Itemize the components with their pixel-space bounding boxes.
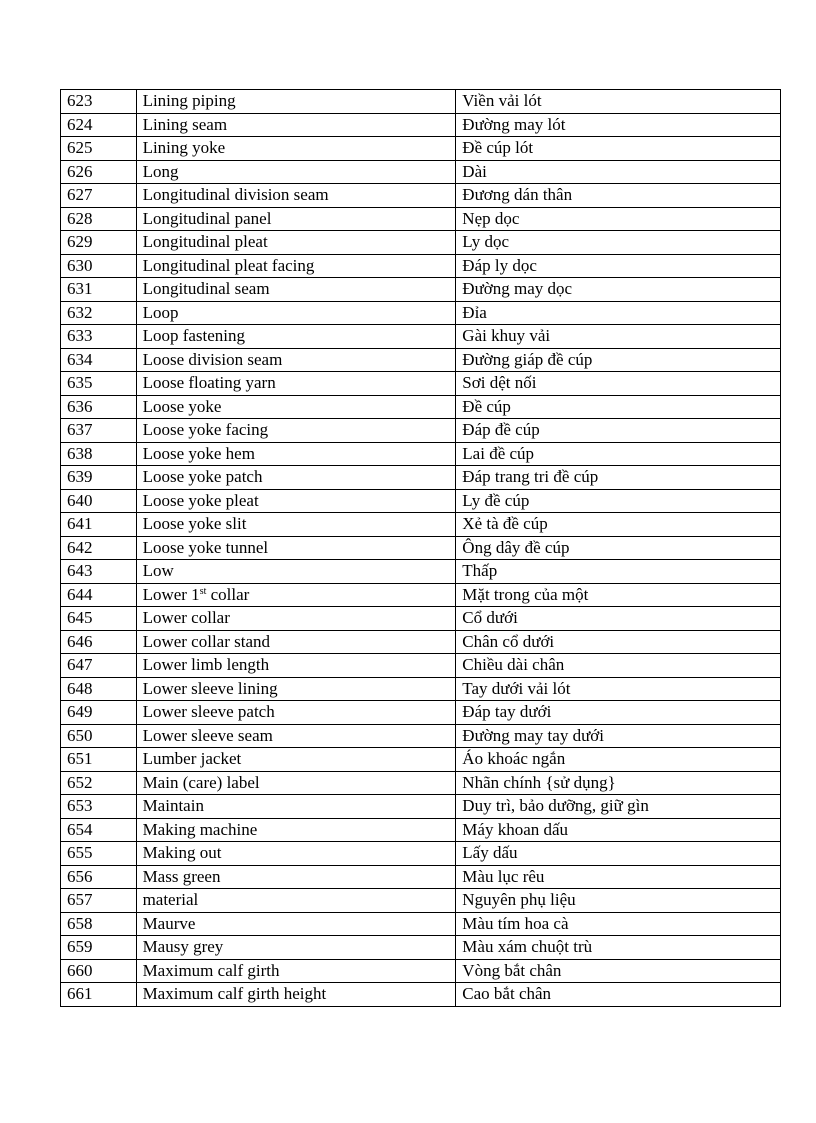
vietnamese-term: Dài bbox=[456, 160, 781, 184]
table-row bbox=[61, 818, 781, 842]
english-term-text: Lower 1 bbox=[142, 584, 200, 604]
table-row bbox=[61, 748, 781, 772]
table-row bbox=[61, 278, 781, 302]
english-term bbox=[136, 583, 456, 607]
term-number: 623 bbox=[61, 90, 137, 114]
english-term: Maximum calf girth bbox=[136, 959, 456, 983]
english-term: Loop fastening bbox=[136, 325, 456, 349]
table-row bbox=[61, 912, 781, 936]
vietnamese-term: Nhãn chính {sử dụng} bbox=[456, 771, 781, 795]
english-term: Main (care) label bbox=[136, 771, 456, 795]
table-row bbox=[61, 654, 781, 678]
term-number: 634 bbox=[61, 348, 137, 372]
term-number: 649 bbox=[61, 701, 137, 725]
english-term: Low bbox=[136, 560, 456, 584]
english-term: Long bbox=[136, 160, 456, 184]
english-term: material bbox=[136, 889, 456, 913]
term-number: 628 bbox=[61, 207, 137, 231]
english-term: Longitudinal pleat facing bbox=[136, 254, 456, 278]
vietnamese-term: Đường giáp đề cúp bbox=[456, 348, 781, 372]
vietnamese-term: Tay dưới vải lót bbox=[456, 677, 781, 701]
table-row bbox=[61, 137, 781, 161]
vietnamese-term: Viền vải lót bbox=[456, 90, 781, 114]
vietnamese-term: Ly dọc bbox=[456, 231, 781, 255]
term-number: 661 bbox=[61, 983, 137, 1007]
vietnamese-term: Màu lục rêu bbox=[456, 865, 781, 889]
english-term: Lower sleeve lining bbox=[136, 677, 456, 701]
table-row bbox=[61, 160, 781, 184]
table-row bbox=[61, 348, 781, 372]
table-row bbox=[61, 301, 781, 325]
english-term: Maximum calf girth height bbox=[136, 983, 456, 1007]
english-term: Longitudinal division seam bbox=[136, 184, 456, 208]
table-row bbox=[61, 607, 781, 631]
table-row bbox=[61, 959, 781, 983]
table-row bbox=[61, 325, 781, 349]
english-term: Maintain bbox=[136, 795, 456, 819]
table-row bbox=[61, 865, 781, 889]
term-number: 657 bbox=[61, 889, 137, 913]
english-term: Lining yoke bbox=[136, 137, 456, 161]
vietnamese-term: Thấp bbox=[456, 560, 781, 584]
term-number: 642 bbox=[61, 536, 137, 560]
term-number: 647 bbox=[61, 654, 137, 678]
term-number: 648 bbox=[61, 677, 137, 701]
english-term: Lining piping bbox=[136, 90, 456, 114]
table-row bbox=[61, 842, 781, 866]
vietnamese-term: Cao bắt chân bbox=[456, 983, 781, 1007]
table-row bbox=[61, 489, 781, 513]
vietnamese-term: Đáp tay dưới bbox=[456, 701, 781, 725]
table-row bbox=[61, 677, 781, 701]
table-row bbox=[61, 184, 781, 208]
english-term: Mausy grey bbox=[136, 936, 456, 960]
vietnamese-term: Đáp trang tri đề cúp bbox=[456, 466, 781, 490]
english-term: Lower sleeve patch bbox=[136, 701, 456, 725]
english-term: Lumber jacket bbox=[136, 748, 456, 772]
table-row bbox=[61, 395, 781, 419]
term-number: 660 bbox=[61, 959, 137, 983]
term-number: 627 bbox=[61, 184, 137, 208]
vietnamese-term: Đương dán thân bbox=[456, 184, 781, 208]
term-number: 624 bbox=[61, 113, 137, 137]
vietnamese-term: Sơi dệt nối bbox=[456, 372, 781, 396]
table-row bbox=[61, 513, 781, 537]
english-term: Lower sleeve seam bbox=[136, 724, 456, 748]
glossary-table-body bbox=[61, 90, 781, 1007]
table-row bbox=[61, 630, 781, 654]
term-number: 644 bbox=[61, 583, 137, 607]
table-row bbox=[61, 936, 781, 960]
table-row bbox=[61, 254, 781, 278]
english-term: Loose floating yarn bbox=[136, 372, 456, 396]
table-row bbox=[61, 231, 781, 255]
term-number: 635 bbox=[61, 372, 137, 396]
term-number: 632 bbox=[61, 301, 137, 325]
vietnamese-term: Màu xám chuột trù bbox=[456, 936, 781, 960]
table-row bbox=[61, 207, 781, 231]
vietnamese-term: Nẹp dọc bbox=[456, 207, 781, 231]
vietnamese-term: Cổ dưới bbox=[456, 607, 781, 631]
english-term: Mass green bbox=[136, 865, 456, 889]
english-term: Loose yoke hem bbox=[136, 442, 456, 466]
term-number: 651 bbox=[61, 748, 137, 772]
term-number: 638 bbox=[61, 442, 137, 466]
vietnamese-term: Đường may tay dưới bbox=[456, 724, 781, 748]
term-number: 637 bbox=[61, 419, 137, 443]
table-row bbox=[61, 983, 781, 1007]
english-term: Longitudinal seam bbox=[136, 278, 456, 302]
vietnamese-term: Chân cổ dưới bbox=[456, 630, 781, 654]
vietnamese-term: Máy khoan dấu bbox=[456, 818, 781, 842]
english-term: Longitudinal panel bbox=[136, 207, 456, 231]
english-term: Longitudinal pleat bbox=[136, 231, 456, 255]
term-number: 652 bbox=[61, 771, 137, 795]
english-term: Loop bbox=[136, 301, 456, 325]
vietnamese-term: Vòng bắt chân bbox=[456, 959, 781, 983]
term-number: 640 bbox=[61, 489, 137, 513]
vietnamese-term: Đỉa bbox=[456, 301, 781, 325]
vietnamese-term: Đường may lót bbox=[456, 113, 781, 137]
english-term-text-after: collar bbox=[206, 584, 250, 604]
table-row bbox=[61, 466, 781, 490]
term-number: 653 bbox=[61, 795, 137, 819]
table-row bbox=[61, 536, 781, 560]
english-term: Loose yoke slit bbox=[136, 513, 456, 537]
vietnamese-term: Đường may dọc bbox=[456, 278, 781, 302]
table-row bbox=[61, 795, 781, 819]
table-row bbox=[61, 724, 781, 748]
term-number: 650 bbox=[61, 724, 137, 748]
term-number: 659 bbox=[61, 936, 137, 960]
english-term: Loose yoke facing bbox=[136, 419, 456, 443]
vietnamese-term: Màu tím hoa cà bbox=[456, 912, 781, 936]
term-number: 643 bbox=[61, 560, 137, 584]
vietnamese-term: Duy trì, bảo dưỡng, giữ gìn bbox=[456, 795, 781, 819]
term-number: 626 bbox=[61, 160, 137, 184]
english-term: Lining seam bbox=[136, 113, 456, 137]
table-row bbox=[61, 701, 781, 725]
english-term: Loose yoke patch bbox=[136, 466, 456, 490]
table-row bbox=[61, 419, 781, 443]
term-number: 631 bbox=[61, 278, 137, 302]
term-number: 658 bbox=[61, 912, 137, 936]
term-number: 656 bbox=[61, 865, 137, 889]
table-row bbox=[61, 560, 781, 584]
english-term: Lower collar stand bbox=[136, 630, 456, 654]
table-row bbox=[61, 771, 781, 795]
term-number: 645 bbox=[61, 607, 137, 631]
english-term: Making machine bbox=[136, 818, 456, 842]
term-number: 629 bbox=[61, 231, 137, 255]
english-term-superscript: st bbox=[199, 585, 207, 597]
vietnamese-term: Mặt trong của một bbox=[456, 583, 781, 607]
vietnamese-term: Lấy dấu bbox=[456, 842, 781, 866]
vietnamese-term: Đề cúp lót bbox=[456, 137, 781, 161]
table-row bbox=[61, 90, 781, 114]
vietnamese-term: Gài khuy vải bbox=[456, 325, 781, 349]
vietnamese-term: Ly đề cúp bbox=[456, 489, 781, 513]
term-number: 639 bbox=[61, 466, 137, 490]
vietnamese-term: Nguyên phụ liệu bbox=[456, 889, 781, 913]
vietnamese-term: Áo khoác ngắn bbox=[456, 748, 781, 772]
english-term: Making out bbox=[136, 842, 456, 866]
term-number: 641 bbox=[61, 513, 137, 537]
term-number: 654 bbox=[61, 818, 137, 842]
term-number: 655 bbox=[61, 842, 137, 866]
english-term: Loose yoke pleat bbox=[136, 489, 456, 513]
term-number: 636 bbox=[61, 395, 137, 419]
table-row bbox=[61, 583, 781, 607]
english-term: Lower limb length bbox=[136, 654, 456, 678]
vietnamese-term: Đáp ly dọc bbox=[456, 254, 781, 278]
table-row bbox=[61, 442, 781, 466]
table-row bbox=[61, 372, 781, 396]
glossary-table bbox=[60, 89, 781, 1007]
english-term: Maurve bbox=[136, 912, 456, 936]
english-term: Loose yoke tunnel bbox=[136, 536, 456, 560]
vietnamese-term: Ông dây đề cúp bbox=[456, 536, 781, 560]
vietnamese-term: Lai đề cúp bbox=[456, 442, 781, 466]
vietnamese-term: Đáp đề cúp bbox=[456, 419, 781, 443]
table-row bbox=[61, 113, 781, 137]
vietnamese-term: Đề cúp bbox=[456, 395, 781, 419]
vietnamese-term: Chiều dài chân bbox=[456, 654, 781, 678]
term-number: 633 bbox=[61, 325, 137, 349]
english-term: Loose yoke bbox=[136, 395, 456, 419]
vietnamese-term: Xẻ tà đề cúp bbox=[456, 513, 781, 537]
term-number: 625 bbox=[61, 137, 137, 161]
table-row bbox=[61, 889, 781, 913]
english-term: Lower collar bbox=[136, 607, 456, 631]
term-number: 646 bbox=[61, 630, 137, 654]
english-term: Loose division seam bbox=[136, 348, 456, 372]
term-number: 630 bbox=[61, 254, 137, 278]
